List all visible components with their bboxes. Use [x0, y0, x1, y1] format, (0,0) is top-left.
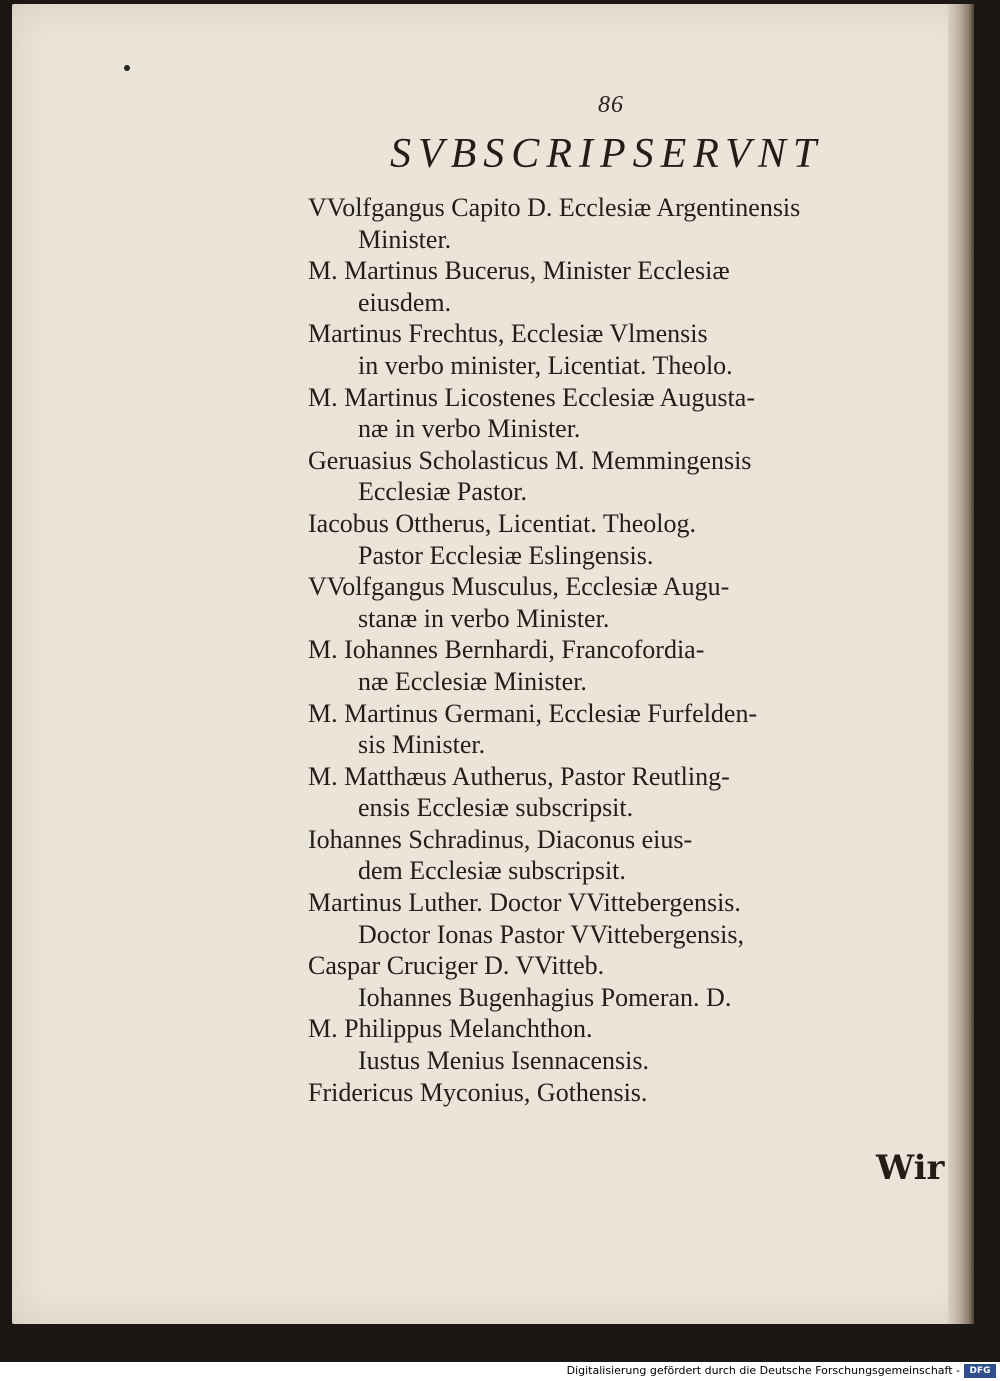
- catchword: Wir: [876, 1148, 945, 1188]
- signatory-line: Minister.: [358, 224, 452, 254]
- signatory-line: næ Ecclesiæ Minister.: [358, 666, 587, 696]
- page-heading: SVBSCRIPSERVNT: [390, 131, 824, 177]
- signatory-line: in verbo minister, Licentiat. Theolo.: [358, 350, 733, 380]
- page-number: 86: [598, 92, 624, 118]
- signatory-line: Iohannes Schradinus, Diaconus eius-: [308, 824, 693, 854]
- signatory-line: Geruasius Scholasticus M. Memmingensis: [308, 445, 752, 475]
- signatory-line: M. Iohannes Bernhardi, Francofordia-: [308, 635, 705, 665]
- signatory-line: eiusdem.: [358, 287, 452, 317]
- signatory-line: M. Martinus Licostenes Ecclesiæ Augusta-: [308, 382, 755, 412]
- signatory-line: ensis Ecclesiæ subscripsit.: [358, 793, 634, 823]
- signatory-line: Doctor Ionas Pastor VVittebergensis,: [358, 919, 744, 949]
- dfg-logo: DFG: [964, 1364, 996, 1378]
- signatory-line: M. Martinus Germani, Ecclesiæ Furfelden-: [308, 698, 758, 728]
- signatory-line: dem Ecclesiæ subscripsit.: [358, 856, 626, 886]
- signatory-line: Iohannes Bugenhagius Pomeran. D.: [358, 982, 732, 1012]
- signatory-line: VVolfgangus Musculus, Ecclesiæ Augu-: [308, 572, 730, 602]
- funding-notice: Digitalisierung gefördert durch die Deutsche Forschungsgemeinschaft -: [566, 1364, 960, 1377]
- signatory-line: Iacobus Ottherus, Licentiat. Theolog.: [308, 508, 696, 538]
- signatory-line: Pastor Ecclesiæ Eslingensis.: [358, 540, 654, 570]
- signatory-line: M. Martinus Bucerus, Minister Ecclesiæ: [308, 256, 730, 286]
- signatory-list: [308, 192, 868, 1108]
- signatory-line: M. Philippus Melanchthon.: [308, 1014, 593, 1044]
- page-edge: [948, 4, 974, 1324]
- signatory-line: Ecclesiæ Pastor.: [358, 477, 527, 507]
- signatory-line: VVolfgangus Capito D. Ecclesiæ Argentinensis: [308, 193, 801, 222]
- signatory-line: sis Minister.: [358, 730, 486, 760]
- signatory-line: Martinus Frechtus, Ecclesiæ Vlmensis: [308, 319, 708, 349]
- signatory-line: Fridericus Myconius, Gothensis.: [308, 1077, 648, 1107]
- signatory-line: Iustus Menius Isennacensis.: [358, 1046, 650, 1076]
- signatory-line: næ in verbo Minister.: [358, 414, 581, 444]
- signatory-line: Caspar Cruciger D. VVitteb.: [308, 951, 605, 981]
- signatory-line: Martinus Luther. Doctor VVittebergensis.: [308, 888, 741, 918]
- signatory-line: M. Matthæus Autherus, Pastor Reutling-: [308, 761, 730, 791]
- ink-smudge: [124, 65, 130, 71]
- footer-bar: [0, 1362, 1000, 1381]
- signatory-line: stanæ in verbo Minister.: [358, 603, 610, 633]
